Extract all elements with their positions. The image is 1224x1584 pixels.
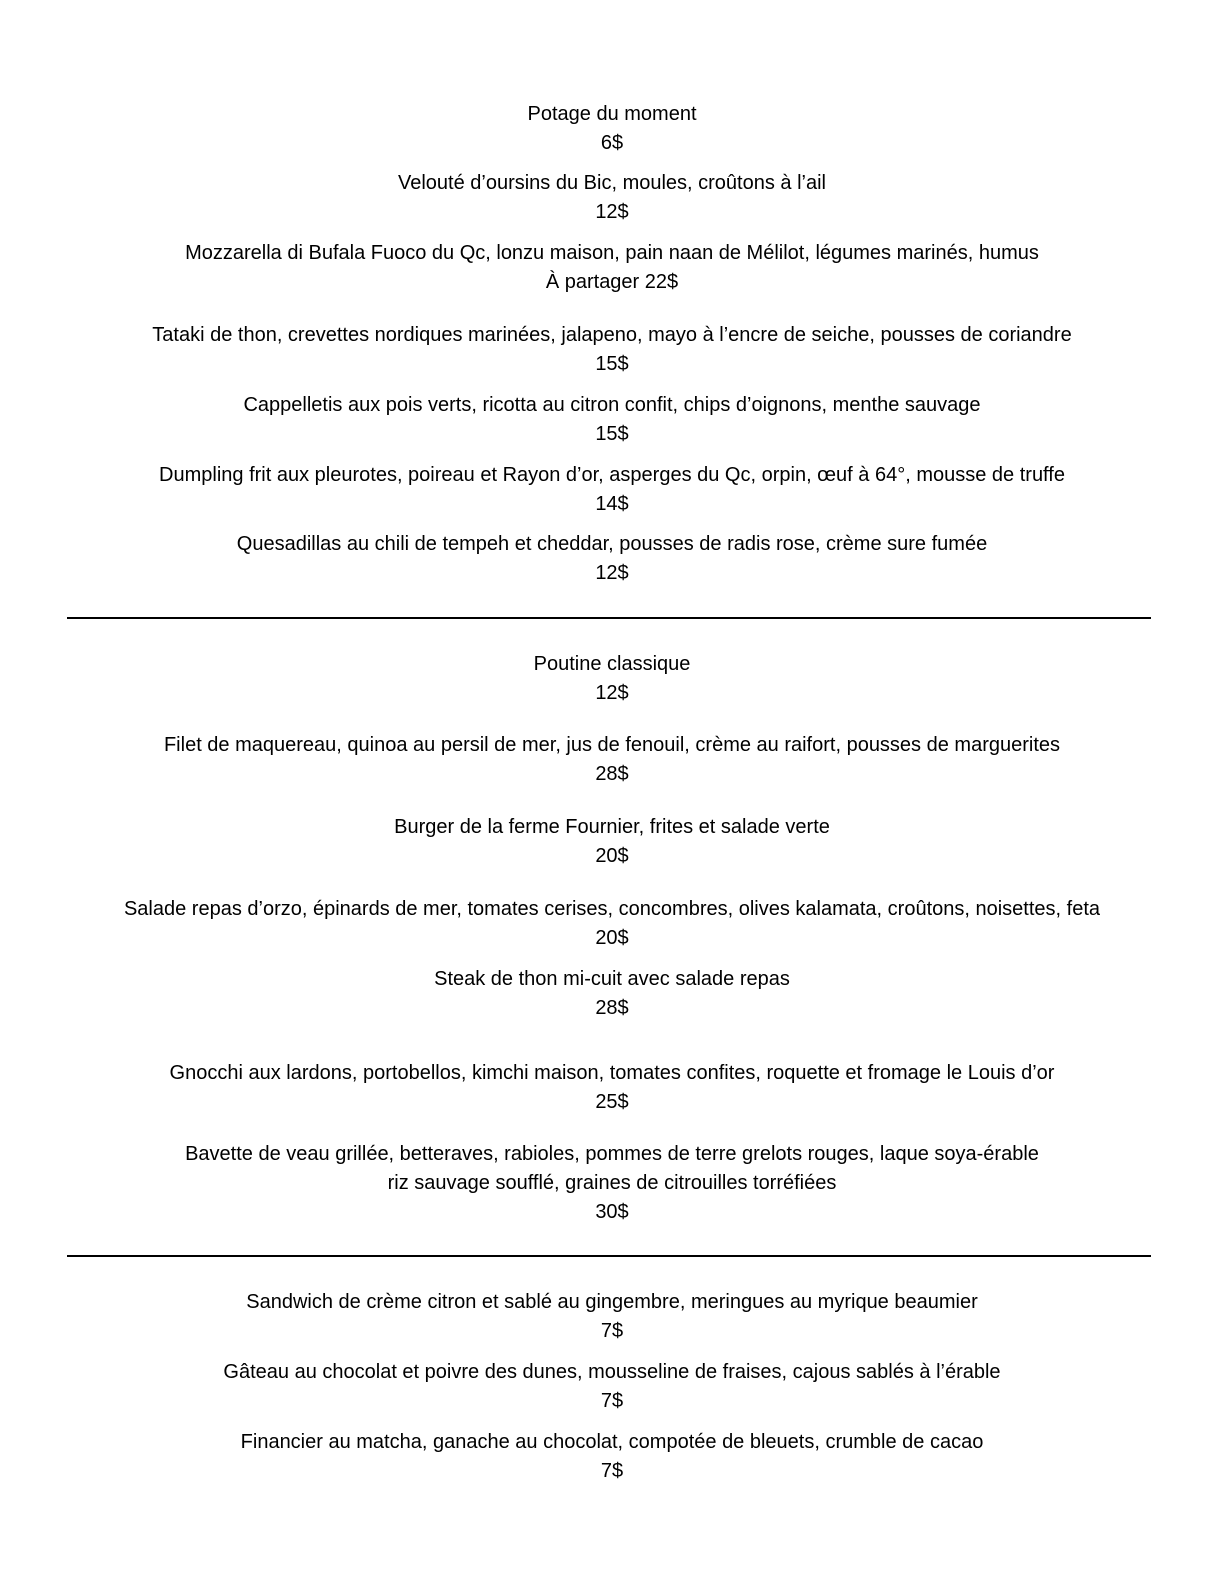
menu-item (40, 239, 1184, 297)
menu-item (40, 1059, 1184, 1117)
item-price: 6$ (600, 132, 624, 154)
item-name: Tataki de thon, crevettes nordiques marinées, jalapeno, mayo à l’encre de seiche, pousses de coriandre (152, 324, 1072, 346)
menu-item (40, 1428, 1184, 1486)
item-name: Steak de thon mi-cuit avec salade repas (434, 968, 790, 990)
item-name: Dumpling frit aux pleurotes, poireau et Rayon d’or, asperges du Qc, orpin, œuf à 64°, mousse de truffe (159, 464, 1065, 486)
item-price: 7$ (600, 1320, 624, 1342)
item-name: Poutine classique (533, 653, 691, 675)
menu-item (40, 530, 1184, 588)
item-price: 12$ (595, 682, 629, 704)
item-name: Quesadillas au chili de tempeh et cheddar, pousses de radis rose, crème sure fumée (236, 533, 988, 555)
item-name: Sandwich de crème citron et sablé au gingembre, meringues au myrique beaumier (246, 1291, 978, 1313)
section-divider (67, 1255, 1151, 1257)
item-name: Burger de la ferme Fournier, frites et salade verte (394, 816, 830, 838)
item-price: 30$ (595, 1201, 629, 1223)
item-name: Potage du moment (527, 103, 697, 125)
menu-item (40, 321, 1184, 379)
item-name: Financier au matcha, ganache au chocolat, compotée de bleuets, crumble de cacao (240, 1431, 984, 1453)
item-price: 20$ (595, 927, 629, 949)
menu-item (40, 813, 1184, 871)
item-name: Gâteau au chocolat et poivre des dunes, mousseline de fraises, cajous sablés à l’érable (223, 1361, 1001, 1383)
item-price: 7$ (600, 1460, 624, 1482)
item-name: Salade repas d’orzo, épinards de mer, tomates cerises, concombres, olives kalamata, croûtons, noisettes, feta (123, 898, 1101, 920)
item-price: 20$ (595, 845, 629, 867)
item-price: 25$ (595, 1091, 629, 1113)
item-name: Mozzarella di Bufala Fuoco du Qc, lonzu maison, pain naan de Mélilot, légumes marinés, humus (185, 242, 1039, 264)
menu-item (40, 1288, 1184, 1346)
item-price: 12$ (595, 201, 629, 223)
menu-item (40, 650, 1184, 708)
item-price: 28$ (595, 763, 629, 785)
item-name: Bavette de veau grillée, betteraves, rabioles, pommes de terre grelots rouges, laque soya-érable (185, 1143, 1039, 1165)
menu-item (40, 169, 1184, 227)
item-name-line2: riz sauvage soufflé, graines de citrouilles torréfiées (387, 1172, 837, 1194)
menu-item (40, 1358, 1184, 1416)
menu-item (40, 100, 1184, 158)
menu-item (40, 965, 1184, 1023)
menu-item (40, 731, 1184, 789)
item-name: Cappelletis aux pois verts, ricotta au citron confit, chips d’oignons, menthe sauvage (243, 394, 981, 416)
item-price: 12$ (595, 562, 629, 584)
item-name: Gnocchi aux lardons, portobellos, kimchi maison, tomates confites, roquette et fromage le Louis d’or (169, 1062, 1055, 1084)
item-price: 28$ (595, 997, 629, 1019)
menu-item (40, 391, 1184, 449)
item-price: 14$ (595, 493, 629, 515)
item-price: 15$ (595, 423, 629, 445)
item-price: À partager 22$ (545, 271, 679, 293)
item-name: Filet de maquereau, quinoa au persil de mer, jus de fenouil, crème au raifort, pousses de marguerites (163, 734, 1061, 756)
section-divider (67, 617, 1151, 619)
item-name: Velouté d’oursins du Bic, moules, croûtons à l’ail (397, 172, 826, 194)
item-price: 15$ (595, 353, 629, 375)
menu-item (40, 895, 1184, 953)
menu-item (40, 461, 1184, 519)
menu-item (40, 1140, 1184, 1227)
item-price: 7$ (600, 1390, 624, 1412)
